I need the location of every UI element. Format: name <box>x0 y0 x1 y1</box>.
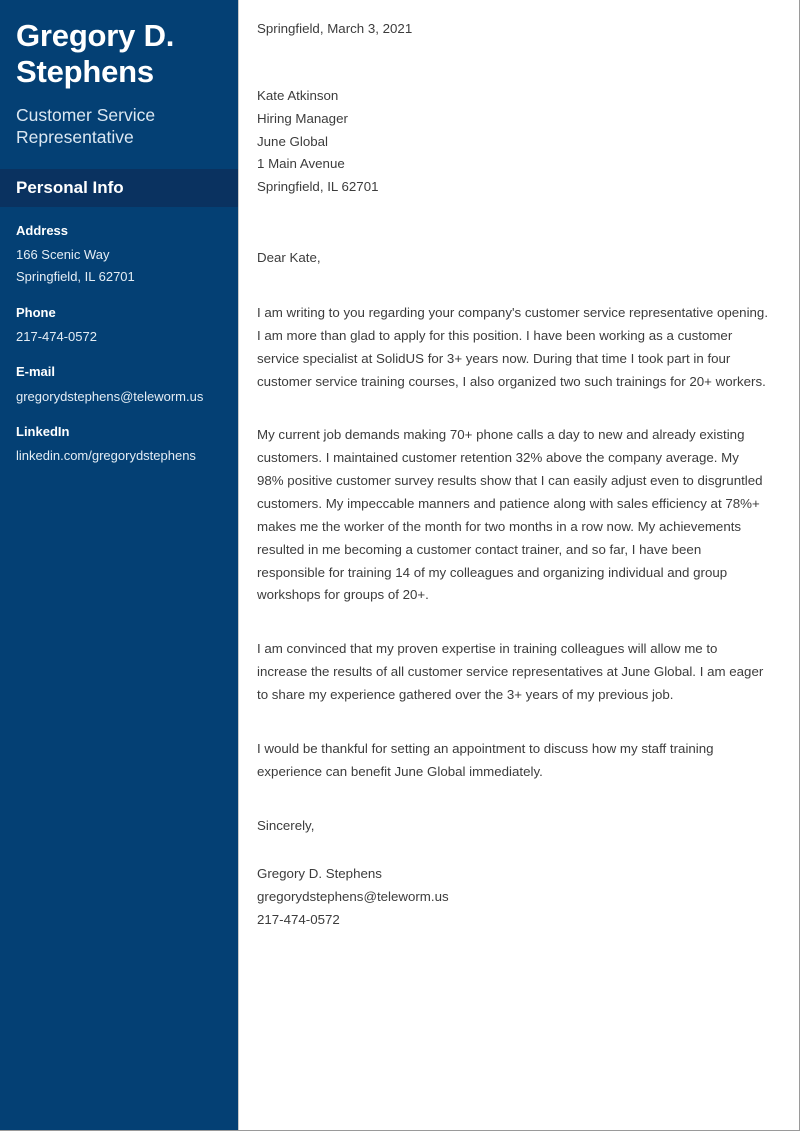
signature-name: Gregory D. Stephens <box>257 866 382 882</box>
letter-date: Springfield, March 3, 2021 <box>257 21 413 36</box>
sidebar <box>0 0 239 1130</box>
info-label-address: Address <box>16 222 69 238</box>
recipient-street: 1 Main Avenue <box>257 156 345 172</box>
recipient-company: June Global <box>257 133 328 149</box>
personal-info-list <box>0 207 238 468</box>
info-item-address <box>16 223 222 289</box>
info-value-address: 166 Scenic Way Springfield, IL 62701 <box>16 246 135 285</box>
info-value-linkedin[interactable]: linkedin.com/gregorydstephens <box>16 448 196 464</box>
info-label-phone: Phone <box>16 304 56 320</box>
info-item-email <box>16 364 222 408</box>
letter-salutation: Dear Kate, <box>257 250 321 266</box>
info-value-phone[interactable]: 217-474-0572 <box>16 328 97 344</box>
letter-paragraph-2: My current job demands making 70+ phone calls a day to new and already existing customers. I maintained customer retention 32% above the company average. My 98% positive customer survey results show that I can easily adjust even to disgruntled customers. My impeccable manners and patience along with sales efficiency at 78%+ makes me the worker of the month for two months in a row now. My achievements resulted in me becoming a customer contact trainer, and so far, I have been responsible for training 14 of my colleagues and organizing individual and group workshops for groups of 20+. <box>257 427 763 603</box>
letter-closing: Sincerely, <box>257 817 315 833</box>
applicant-job-title: Customer Service Representative <box>16 104 156 148</box>
personal-info-section-header <box>0 169 238 207</box>
recipient-city: Springfield, IL 62701 <box>257 179 379 195</box>
recipient-name: Kate Atkinson <box>257 87 339 103</box>
letter-body <box>239 0 799 1130</box>
signature-phone[interactable]: 217-474-0572 <box>257 912 340 928</box>
recipient-block <box>257 85 769 199</box>
info-value-email[interactable]: gregorydstephens@teleworm.us <box>16 388 204 404</box>
info-item-linkedin <box>16 424 222 468</box>
personal-info-title: Personal Info <box>16 177 124 197</box>
letter-paragraph-4: I would be thankful for setting an appointment to discuss how my staff training experience can benefit June Global immediately. <box>257 740 714 779</box>
applicant-name: Gregory D. Stephens <box>16 18 175 89</box>
info-label-linkedin: LinkedIn <box>16 423 70 439</box>
sidebar-header <box>0 18 238 149</box>
letter-paragraph-3: I am convinced that my proven expertise in training colleagues will allow me to increase the results of all customer service representatives at June Global. I am eager to share my experience gathered over the 3+ years of my previous job. <box>257 641 764 703</box>
info-label-email: E-mail <box>16 364 56 380</box>
signature-email[interactable]: gregorydstephens@teleworm.us <box>257 889 449 905</box>
info-item-phone <box>16 305 222 349</box>
letter-paragraph-1: I am writing to you regarding your company's customer service representative opening. I am more than glad to apply for this position. I have been working as a customer service specialist at SolidUS for 3+ years now. During that time I took part in four customer service training courses, I also organized two such trainings for 20+ workers. <box>257 305 769 389</box>
signature-block <box>257 863 769 932</box>
recipient-job-title: Hiring Manager <box>257 110 348 126</box>
